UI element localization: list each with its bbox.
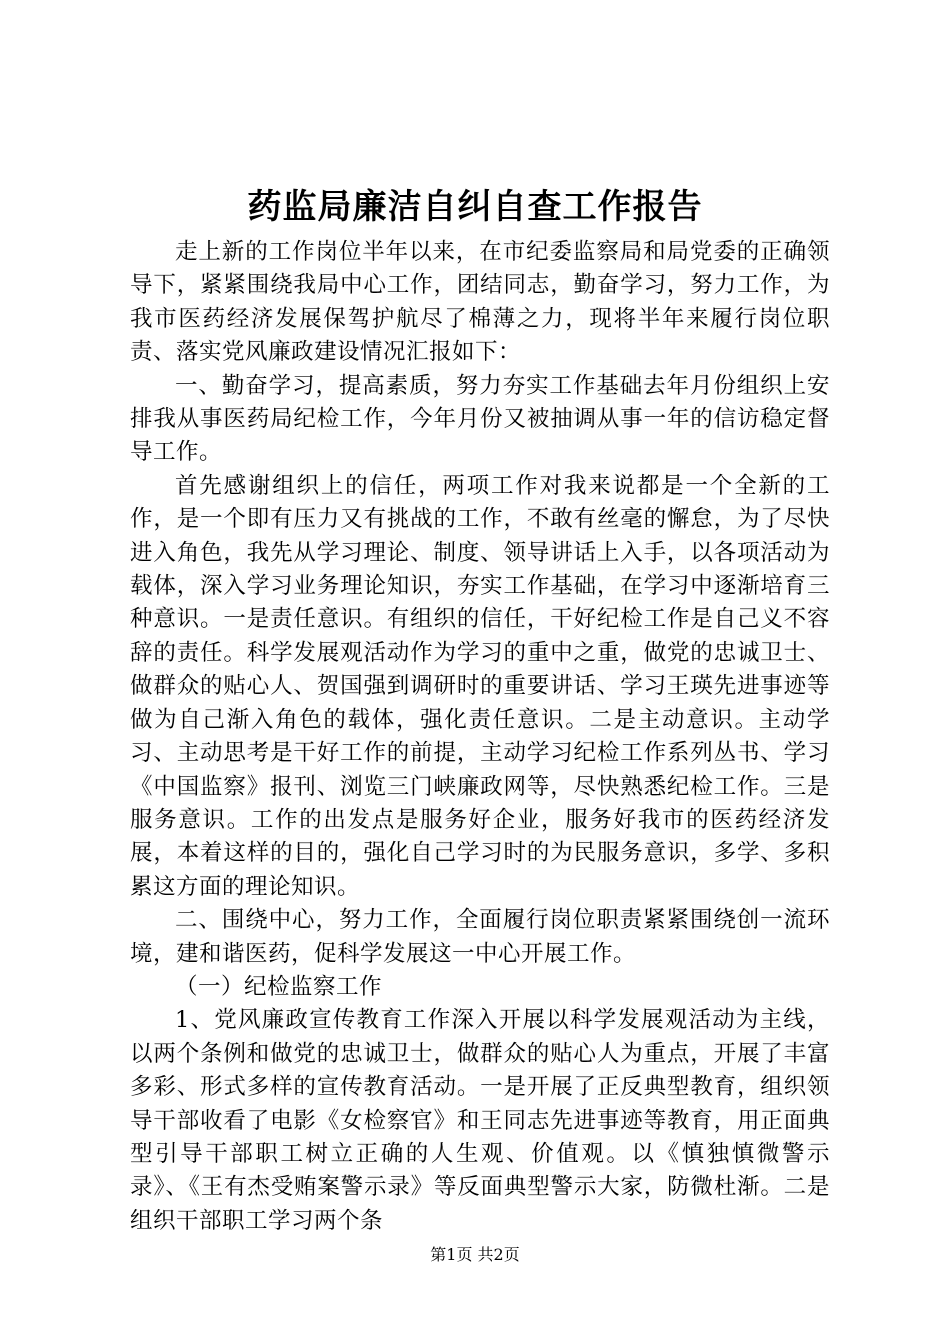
paragraph-section-2: 二、围绕中心，努力工作，全面履行岗位职责紧紧围绕创一流环境，建和谐医药，促科学发展这一中心开展工作。 xyxy=(130,907,830,967)
paragraph-section-1: 一、勤奋学习，提高素质，努力夯实工作基础去年月份组织上安排我从事医药局纪检工作，今年月份又被抽调从事一年的信访稳定督导工作。 xyxy=(130,372,830,466)
paragraph-education: 1、党风廉政宣传教育工作深入开展以科学发展观活动为主线，以两个条例和做党的忠诚卫士，做群众的贴心人为重点，开展了丰富多彩、形式多样的宣传教育活动。一是开展了正反典型教育，组织领导干部收看了电影《女检察官》和王同志先进事迹等教育，用正面典型引导干部职工树立正确的人生观、价值观。以《慎独慎微警示录》、《王有杰受贿案警示录》等反面典型警示大家，防微杜渐。二是组织干部职工学习两个条 xyxy=(130,1007,830,1234)
page-number-footer: 第1页 共2页 xyxy=(430,1245,520,1264)
paragraph-intro: 走上新的工作岗位半年以来，在市纪委监察局和局党委的正确领导下，紧紧围绕我局中心工作，团结同志，勤奋学习，努力工作，为我市医药经济发展保驾护航尽了棉薄之力，现将半年来履行岗位职责、落实党风廉政建设情况汇报如下： xyxy=(130,239,830,366)
document-body xyxy=(130,236,830,1238)
paragraph-subsection-heading: （一）纪检监察工作 xyxy=(175,973,383,1000)
paragraph-awareness: 首先感谢组织上的信任，两项工作对我来说都是一个全新的工作，是一个即有压力又有挑战的工作，不敢有丝毫的懈怠，为了尽快进入角色，我先从学习理论、制度、领导讲话上入手，以各项活动为载体，深入学习业务理论知识，夯实工作基础，在学习中逐渐培育三种意识。一是责任意识。有组织的信任，干好纪检工作是自己义不容辞的责任。科学发展观活动作为学习的重中之重，做党的忠诚卫士、做群众的贴心人、贺国强到调研时的重要讲话、学习王瑛先进事迹等做为自己渐入角色的载体，强化责任意识。二是主动意识。主动学习、主动思考是干好工作的前提，主动学习纪检工作系列丛书、学习《中国监察》报刊、浏览三门峡廉政网等，尽快熟悉纪检工作。三是服务意识。工作的出发点是服务好企业，服务好我市的医药经济发展，本着这样的目的，强化自己学习时的为民服务意识，多学、多积累这方面的理论知识。 xyxy=(130,472,830,900)
document-title: 药监局廉洁自纠自查工作报告 xyxy=(247,187,703,227)
